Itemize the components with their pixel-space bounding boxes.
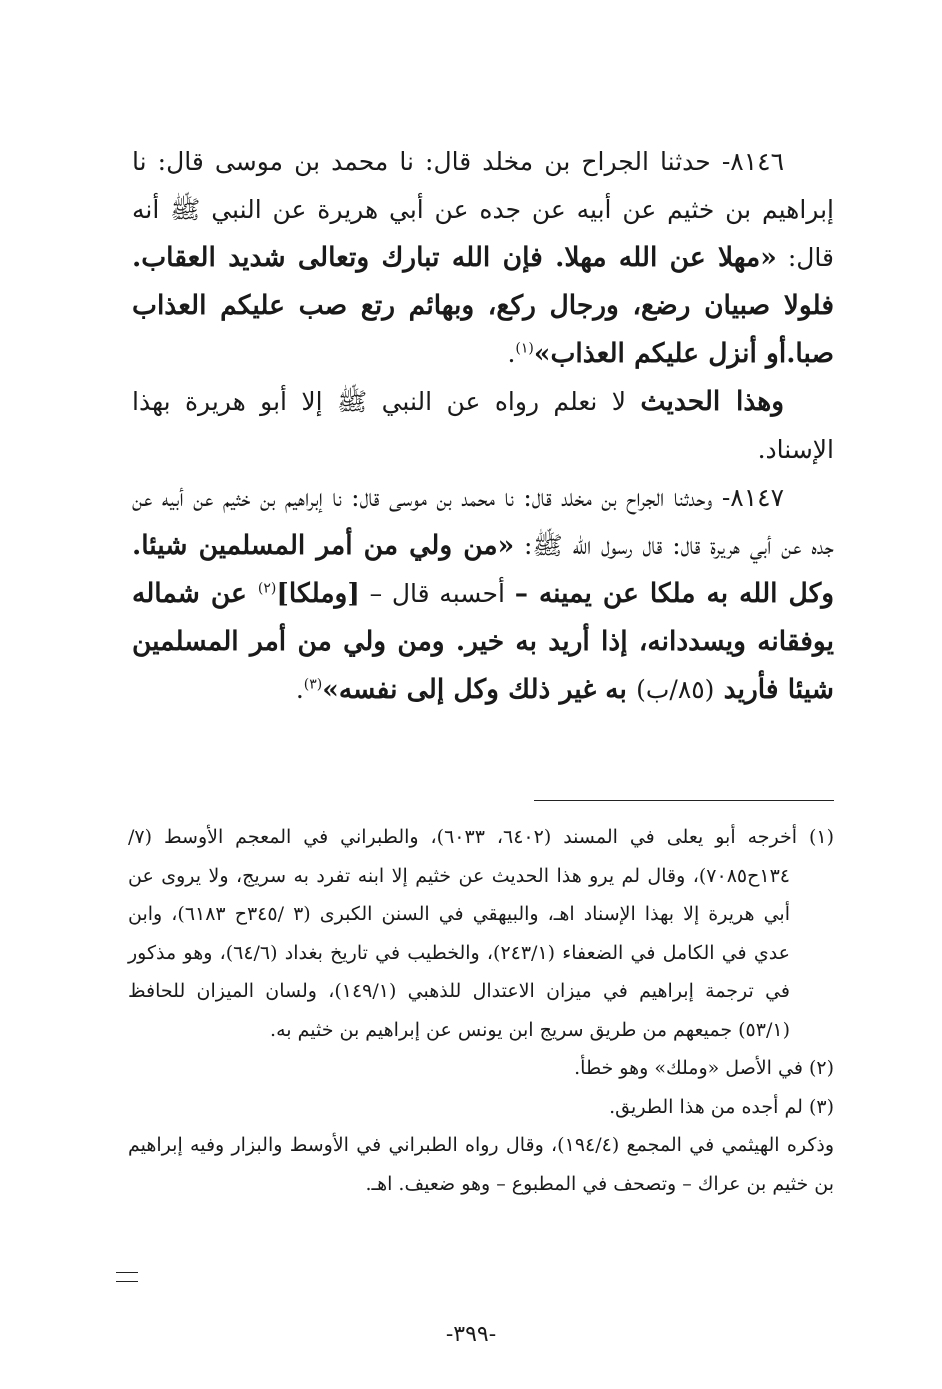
- hadith-8147-intro: ٨١٤٧- وحدثنا الجراح بن مخلد قال: نا محمد بن موسى قال: نا إبراهيم بن خثيم عن أبيه عن جده عن أبي هريرة قال: قال رسول الله ﷺ:: [132, 483, 834, 560]
- footnote-1: (١) أخرجه أبو يعلى في المسند (٦٤٠٢، ٦٠٣٣)، والطبراني في المعجم الأوسط (٧/ ١٣٤ح٧٠٨٥)، وقال لم يرو هذا الحديث عن خثيم إلا ابنه تفرد به سريج، ولا يروى عن أبي هريرة إلا بهذا الإسناد اهـ، والبيهقي في السنن الكبرى (٣ /٣٤٥ح ٦١٨٣)، وابن عدي في الكامل في الضعفاء (٢٤٣/١)، والخطيب في تاريخ بغداد (٦٤/٦)، وهو مذكور في ترجمة إبراهيم في ميزان الاعتدال للذهبي (١٤٩/١)، ولسان الميزان للحافظ (٥٣/١) جميعهم من طريق سريج ابن يونس عن إبراهيم بن خثيم به.: [128, 826, 835, 1041]
- footnote-ref-1: (١): [515, 340, 534, 357]
- footnote-ref-2: (٢): [257, 580, 277, 597]
- comment-rest: لا نعلم رواه عن النبي ﷺ إلا أبو هريرة بهذا الإسناد.: [132, 387, 834, 464]
- footnote-2: (٢) في الأصل «وملك» وهو خطأ.: [574, 1057, 834, 1079]
- hadith-8147-aside: أحسبه قال –: [359, 579, 515, 608]
- footnote-ref-3: (٣): [303, 676, 323, 693]
- comment-lead: وهذا الحديث: [640, 386, 784, 417]
- hadith-8146: [132, 138, 834, 378]
- hadith-8146-intro: ٨١٤٦- حدثنا الجراح بن مخلد قال: نا محمد بن موسى قال: نا إبراهيم بن خثيم عن أبيه عن جده عن أبي هريرة عن النبي ﷺ أنه قال:: [132, 147, 834, 272]
- hadith-8147-matn-2: [وملكا]: [276, 578, 360, 609]
- footnotes: [128, 818, 834, 1203]
- folio-marker: (٨٥/ب): [636, 675, 715, 704]
- hadith-8147-matn-1: «من ولي من أمر المسلمين شيئا. وكل الله به ملكا عن يمينه –: [132, 530, 834, 609]
- footnote-3-continued: وذكره الهيثمي في المجمع (١٩٤/٤)، وقال رواه الطبراني في الأوسط والبزار وفيه إبراهيم بن خثيم بن عراك – وتصحف في المطبوع – وهو ضعيف. اهـ.: [128, 1134, 835, 1195]
- footnote-3: (٣) لم أجده من هذا الطريق.: [609, 1095, 834, 1118]
- hadith-8147-matn-3: عن شماله يوفقانه ويسددانه، إذا أريد به خير. ومن ولي من أمر المسلمين شيئا فأريد: [132, 578, 834, 705]
- continuation-mark: [116, 1272, 138, 1282]
- hadith-8147: [132, 474, 834, 714]
- page-number: -٣٩٩-: [445, 1322, 497, 1347]
- footnote-separator: [534, 800, 834, 801]
- hadith-8146-end: .: [507, 339, 516, 368]
- main-text: [132, 138, 834, 714]
- hadith-8146-matn: «مهلا عن الله مهلا. فإن الله تبارك وتعالى شديد العقاب. فلولا صبيان رضع، ورجال ركع، وبهائم رتع صب عليكم العذاب صبا.أو أنزل عليكم العذاب»: [132, 242, 834, 369]
- hadith-8147-matn-4: به غير ذلك وكل إلى نفسه»: [322, 674, 637, 705]
- hadith-8147-end: .: [295, 675, 304, 704]
- hadith-8146-comment: [132, 378, 834, 474]
